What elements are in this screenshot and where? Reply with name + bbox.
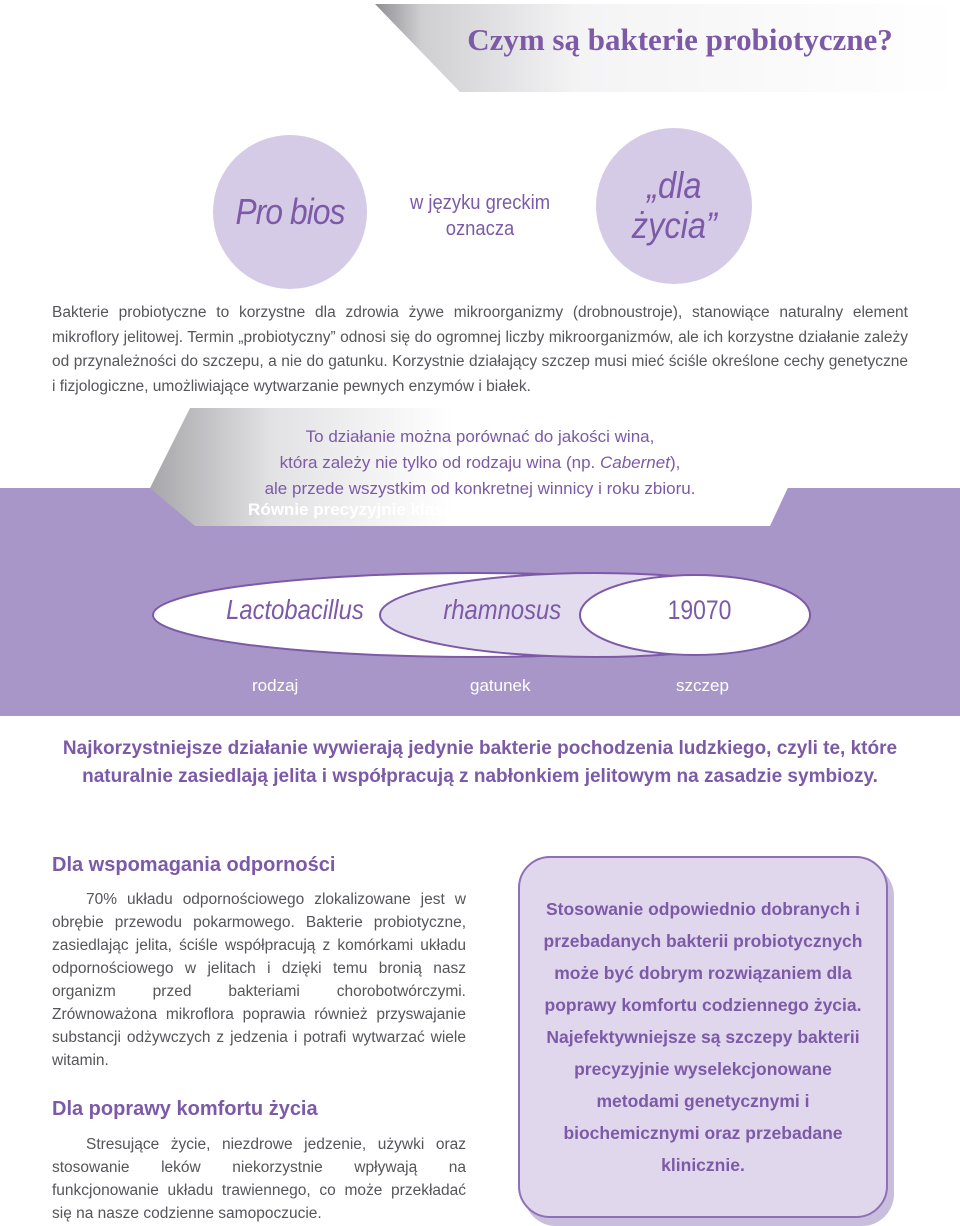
wine-comparison-text [160,424,800,502]
section-text-comfort: Stresujące życie, niezdrowe jedzenie, używki oraz stosowanie leków niekorzystnie wpływają na funkcjonowanie układu trawiennego, co może przekładać się na nasze codzienne samopoczucie. [52,1136,466,1222]
dla-zycia-line-1: „dla [646,165,702,206]
classification-heading: Równie precyzyjnie klasyfikuje się bakterie probiotyczne: [248,500,712,519]
dla-zycia-circle [596,128,752,284]
wine-cabernet: Cabernet [600,453,670,472]
intro-paragraph: Bakterie probiotyczne to korzystne dla zdrowia żywe mikroorganizmy (drobnoustroje), stanowiące naturalny element mikroflory jelitowej. Termin „probiotyczny” odnosi się do ogromnej liczby mikroorganizmów, ale ich korzystne działanie zależy od przynależności do szczepu, a nie do gatunku. Korzystnie działający szczep musi mieć ściśle określone cechy genetyczne i fizjologiczne, umożliwiające wytwarzanie pewnych enzymów i białek. [52,304,908,395]
section-text-immunity: 70% układu odpornościowego zlokalizowane jest w obrębie przewodu pokarmowego. Bakterie probiotyczne, zasiedlając jelita, ściśle współpracują z komórkami układu odpornościowego w jelitach i dzięki temu bronią nasz organizm przed bakteriami chorobotwórczymi. Zrównoważona mikroflora poprawia również przyswajanie substancji odżywczych z jedzenia i potrafi wytwarzać wiele witamin. [52,891,466,1069]
greek-line-2: oznacza [445,218,515,240]
section-heading-comfort: Dla poprawy komfortu życia [52,1098,318,1120]
strain-number: 19070 [667,595,732,625]
species-label: gatunek [470,676,531,695]
pro-bios-text: Pro bios [235,191,345,232]
wine-line-3: ale przede wszystkim od konkretnej winnicy i roku zbioru. [264,479,696,498]
greek-meaning-text [383,190,576,242]
genus-label: rodzaj [252,676,299,695]
greek-line-1: w języku greckim [409,192,551,214]
emphasis-statement: Najkorzystniejsze działanie wywierają jedynie bakterie pochodzenia ludzkiego, czyli te, które naturalnie zasiedlają jelita i współpracują z nabłonkiem jelitowym na zasadzie symbiozy. [62,738,898,787]
info-box [518,856,888,1218]
strain-label: szczep [676,676,729,695]
species-name: rhamnosus [443,594,562,625]
dla-zycia-text [631,166,716,246]
pro-bios-circle [213,135,367,289]
info-box-text: Stosowanie odpowiednio dobranych i przebadanych bakterii probiotycznych może być dobrym rozwiązaniem dla poprawy komfortu codziennego życia. Najefektywniejsze są szczepy bakterii precyzyjnie wyselekcjonowane metodami genetycznymi i biochemicznymi oraz przebadane klinicznie. [543,899,863,1175]
wine-line-2-end: ), [669,453,681,472]
wine-line-1: To działanie można porównać do jakości wina, [305,427,655,446]
page-title: Czym są bakterie probiotyczne? [467,22,893,57]
wine-line-2-start: która zależy nie tylko od rodzaju wina (np. [279,453,600,472]
genus-name: Lactobacillus [226,594,364,625]
wine-line-2 [160,450,800,476]
dla-zycia-line-2: życia” [631,205,717,246]
section-heading-immunity: Dla wspomagania odporności [52,854,336,876]
